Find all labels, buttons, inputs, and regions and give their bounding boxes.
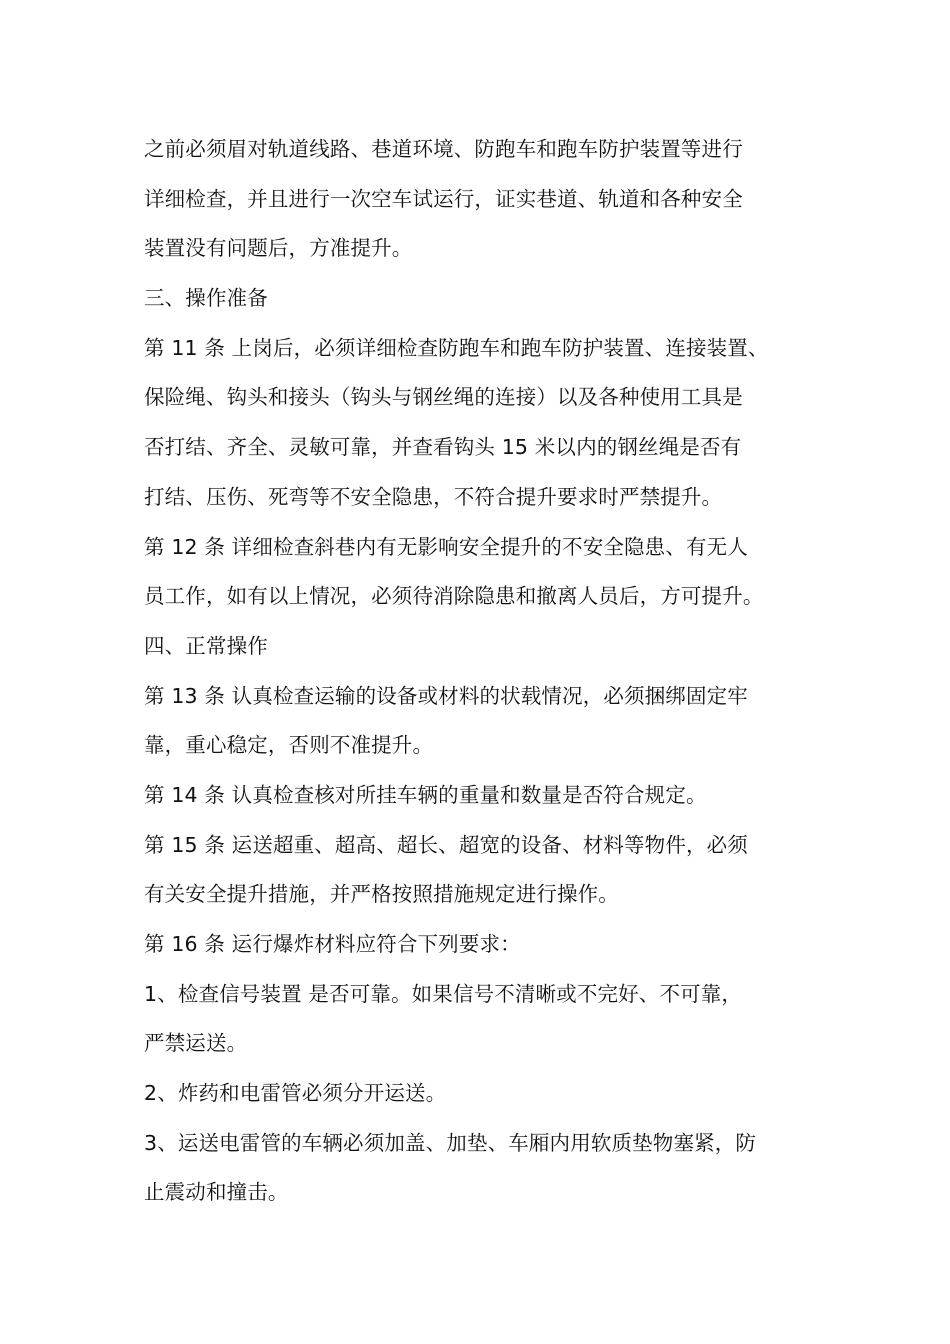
text-line: 装置没有问题后，方准提升。 <box>144 236 413 261</box>
list-item: 1、检查信号装置 是否可靠。如果信号不清晰或不完好、不可靠， <box>144 981 743 1006</box>
list-item: 止震动和撞击。 <box>144 1180 289 1205</box>
document-body <box>144 125 824 1218</box>
text-line: 靠，重心稳定，否则不准提升。 <box>144 733 434 758</box>
text-line: 第 16 条 运行爆炸材料应符合下列要求： <box>144 932 521 956</box>
list-item: 2、炸药和电雷管必须分开运送。 <box>144 1081 447 1106</box>
text-line: 第 14 条 认真检查核对所挂车辆的重量和数量是否符合规定。 <box>144 782 707 807</box>
list-item: 3、运送电雷管的车辆必须加盖、加垫、车厢内用软质垫物塞紧，防 <box>144 1130 757 1155</box>
section-heading: 三、操作准备 <box>144 286 268 311</box>
text-line: 第 13 条 认真检查运输的设备或材料的状载情况，必须捆绑固定牢 <box>144 683 748 708</box>
text-line: 否打结、齐全、灵敏可靠，并查看钩头 15 米以内的钢丝绳是否有 <box>144 435 742 460</box>
text-line: 之前必须眉对轨道线路、巷道环境、防跑车和跑车防护装置等进行 <box>144 137 743 161</box>
text-line: 员工作，如有以上情况，必须待消除隐患和撤离人员后，方可提升。 <box>144 584 764 609</box>
section-heading: 四、正常操作 <box>144 633 268 658</box>
text-line: 打结、压伤、死弯等不安全隐患，不符合提升要求时严禁提升。 <box>144 484 723 509</box>
text-line: 第 11 条 上岗后，必须详细检查防跑车和跑车防护装置、连接装置、 <box>144 335 769 360</box>
text-line: 详细检查，并且进行一次空车试运行，证实巷道、轨道和各种安全 <box>144 186 743 211</box>
text-line: 有关安全提升措施，并严格按照措施规定进行操作。 <box>144 882 619 907</box>
list-item: 严禁运送。 <box>144 1031 248 1056</box>
text-line: 第 15 条 运送超重、超高、超长、超宽的设备、材料等物件，必须 <box>144 832 748 857</box>
text-line: 第 12 条 详细检查斜巷内有无影响安全提升的不安全隐患、有无人 <box>144 534 748 559</box>
text-line: 保险绳、钩头和接头（钩头与钢丝绳的连接）以及各种使用工具是 <box>144 385 743 410</box>
